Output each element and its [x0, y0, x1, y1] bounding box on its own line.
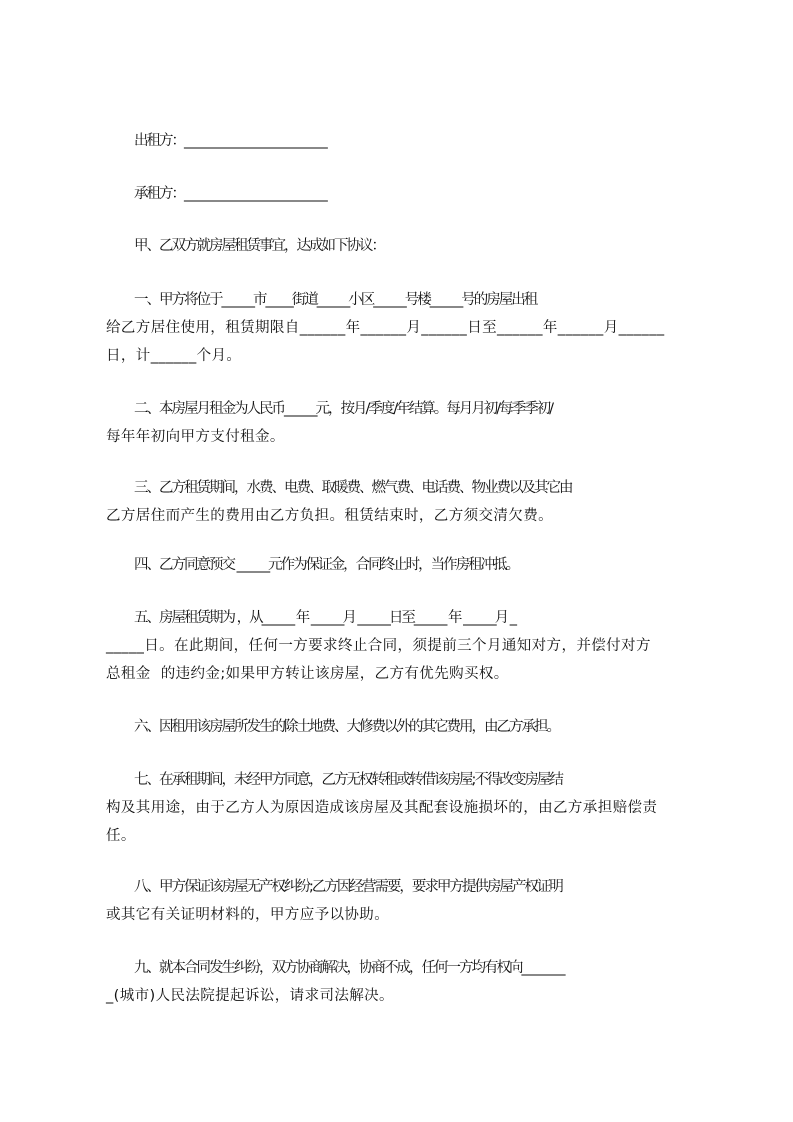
clause-2-line-1: 二、本房屋月租金为人民币______元，按月/季度/年结算。每月月初/每季季初/ — [134, 401, 553, 417]
clause-7-line-2: 构及其用途，由于乙方人为原因造成该房屋及其配套设施损坏的，由乙方承担赔偿责 — [106, 800, 658, 816]
clause-5-line-1: 五、房屋租赁期为 ，从______ 年 ______月 ______日至______ 年 ______月 _ — [134, 610, 516, 626]
intro-line: 甲、乙双方就房屋租赁事宜，达成如下协议： — [134, 238, 384, 254]
clause-2-line-2: 每年年初向甲方支付租金。 — [106, 429, 285, 445]
clause-8-line-1: 八、甲方保证该房屋无产权纠纷;乙方因经营需要，要求甲方提供房屋产权证明 — [134, 879, 562, 895]
clause-8-line-2: 或其它有关证明材料的，甲方应予以协助。 — [106, 907, 390, 923]
clause-3-line-1: 三、乙方租赁期间，水费、电费、取暖费、燃气费、电话费、物业费以及其它由 — [134, 480, 572, 496]
clause-3-line-2: 乙方居住而产生的费用由乙方负担。租赁结束时，乙方须交清欠费。 — [106, 508, 553, 524]
clause-1-line-2: 给乙方居住使用，租赁期限自______年______月______日至______年______月______ — [106, 320, 665, 336]
clause-5-line-2: _____日。在此期间，任何一方要求终止合同，须提前三个月通知对方，并偿付对方 — [106, 638, 651, 654]
lessee-line: 承租方：___________________________ — [134, 186, 326, 202]
clause-9-line-2: _(城市)人民法院提起诉讼，请求司法解决。 — [106, 988, 394, 1004]
clause-1-line-3: 日，计______个月。 — [106, 348, 242, 364]
clause-7-line-3: 任。 — [106, 828, 136, 844]
clause-5-line-3: 总租金 的违约金;如果甲方转让该房屋，乙方有优先购买权。 — [106, 666, 509, 682]
clause-4-line-1: 四、乙方同意预交 ______元作为保证金，合同终止时，当作房租冲抵。 — [134, 557, 519, 573]
clause-1-line-1: 一、甲方将位于______市_____街道______小区______号楼______号的房屋出租 — [134, 292, 537, 308]
clause-6-line-1: 六、因租用该房屋所发生的除土地费、大修费以外的其它费用，由乙方承担。 — [134, 719, 559, 735]
clause-9-line-1: 九、就本合同发生纠纷，双方协商解决，协商不成，任何一方均有权向________ — [134, 960, 564, 976]
lessor-line: 出租方：___________________________ — [134, 133, 326, 149]
clause-7-line-1: 七、在承租期间，未经甲方同意，乙方无权转租或转借该房屋;不得改变房屋结 — [134, 772, 562, 788]
